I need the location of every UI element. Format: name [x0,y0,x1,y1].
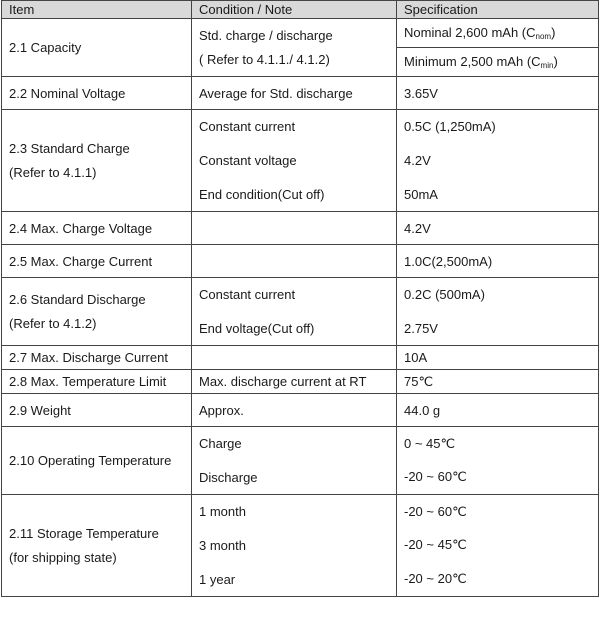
capacity-minimum-sub: min [540,61,554,70]
header-condition: Condition / Note [192,1,397,19]
standard-charge-row [2,110,599,212]
operating-temp-specs [397,427,599,495]
standard-charge-specs [397,110,599,212]
max-charge-current-row [2,245,599,278]
storage-temp-condition: 1 month [199,504,246,520]
standard-charge-item [2,110,192,212]
storage-temp-spec: -20 ~ 20℃ [404,571,467,587]
max-charge-voltage-condition [192,212,397,245]
max-temp-limit-item: 2.8 Max. Temperature Limit [2,370,192,394]
header-spec: Specification [397,1,599,19]
operating-temp-row [2,427,599,495]
capacity-nominal-close: ) [551,25,556,40]
standard-discharge-condition: End voltage(Cut off) [199,320,315,336]
max-temp-limit-row [2,370,599,394]
storage-temp-row [2,495,599,597]
capacity-item: 2.1 Capacity [2,19,192,77]
standard-charge-conditions [192,110,397,212]
operating-temp-condition: Discharge [199,469,258,485]
nominal-voltage-condition: Average for Std. discharge [192,77,397,110]
capacity-condition-line2: ( Refer to 4.1.1./ 4.1.2) [199,51,330,67]
standard-charge-item-line1: 2.3 Standard Charge [9,140,130,156]
operating-temp-condition: Charge [199,436,242,452]
standard-discharge-item [2,278,192,346]
max-discharge-current-spec: 10A [397,346,599,370]
max-temp-limit-spec: 75℃ [397,370,599,394]
standard-discharge-spec: 2.75V [404,320,438,336]
storage-temp-item-line1: 2.11 Storage Temperature [9,525,159,541]
capacity-minimum-close: ) [553,54,558,69]
capacity-nominal [397,19,599,48]
max-discharge-current-item: 2.7 Max. Discharge Current [2,346,192,370]
nominal-voltage-spec: 3.65V [397,77,599,110]
standard-charge-spec: 50mA [404,186,438,202]
capacity-row [2,19,599,48]
storage-temp-item [2,495,192,597]
capacity-nominal-sub: nom [535,32,552,41]
max-charge-current-spec: 1.0C(2,500mA) [397,245,599,278]
storage-temp-specs [397,495,599,597]
capacity-minimum [397,48,599,77]
max-charge-current-condition [192,245,397,278]
max-discharge-current-row [2,346,599,370]
standard-charge-spec: 4.2V [404,152,431,168]
standard-charge-condition: Constant voltage [199,152,297,168]
nominal-voltage-row [2,77,599,110]
max-temp-limit-condition: Max. discharge current at RT [192,370,397,394]
standard-discharge-item-line1: 2.6 Standard Discharge [9,291,146,307]
max-charge-voltage-row [2,212,599,245]
weight-row [2,394,599,427]
standard-discharge-spec: 0.2C (500mA) [404,287,485,303]
operating-temp-item: 2.10 Operating Temperature [2,427,192,495]
capacity-condition-line1: Std. charge / discharge [199,27,333,43]
capacity-minimum-text: Minimum 2,500 mAh (C [404,54,541,69]
storage-temp-spec: -20 ~ 60℃ [404,503,467,519]
standard-discharge-conditions [192,278,397,346]
standard-discharge-specs [397,278,599,346]
max-charge-voltage-item: 2.4 Max. Charge Voltage [2,212,192,245]
standard-charge-spec: 0.5C (1,250mA) [404,119,496,135]
storage-temp-spec: -20 ~ 45℃ [404,537,467,553]
weight-condition: Approx. [192,394,397,427]
weight-item: 2.9 Weight [2,394,192,427]
operating-temp-spec: 0 ~ 45℃ [404,435,456,451]
header-item: Item [2,1,192,19]
max-charge-current-item: 2.5 Max. Charge Current [2,245,192,278]
max-charge-voltage-spec: 4.2V [397,212,599,245]
standard-charge-condition: Constant current [199,119,296,135]
storage-temp-condition: 3 month [199,537,246,553]
nominal-voltage-item: 2.2 Nominal Voltage [2,77,192,110]
standard-charge-condition: End condition(Cut off) [199,186,325,202]
standard-discharge-item-line2: (Refer to 4.1.2) [9,315,97,331]
standard-discharge-condition: Constant current [199,287,296,303]
standard-charge-item-line2: (Refer to 4.1.1) [9,164,97,180]
storage-temp-condition: 1 year [199,571,236,587]
operating-temp-conditions [192,427,397,495]
operating-temp-spec: -20 ~ 60℃ [404,469,467,485]
capacity-condition [192,19,397,77]
storage-temp-item-line2: (for shipping state) [9,549,117,565]
spec-table [1,0,599,597]
max-discharge-current-condition [192,346,397,370]
weight-spec: 44.0 g [397,394,599,427]
header-row [2,1,599,19]
storage-temp-conditions [192,495,397,597]
standard-discharge-row [2,278,599,346]
capacity-nominal-text: Nominal 2,600 mAh (C [404,25,536,40]
